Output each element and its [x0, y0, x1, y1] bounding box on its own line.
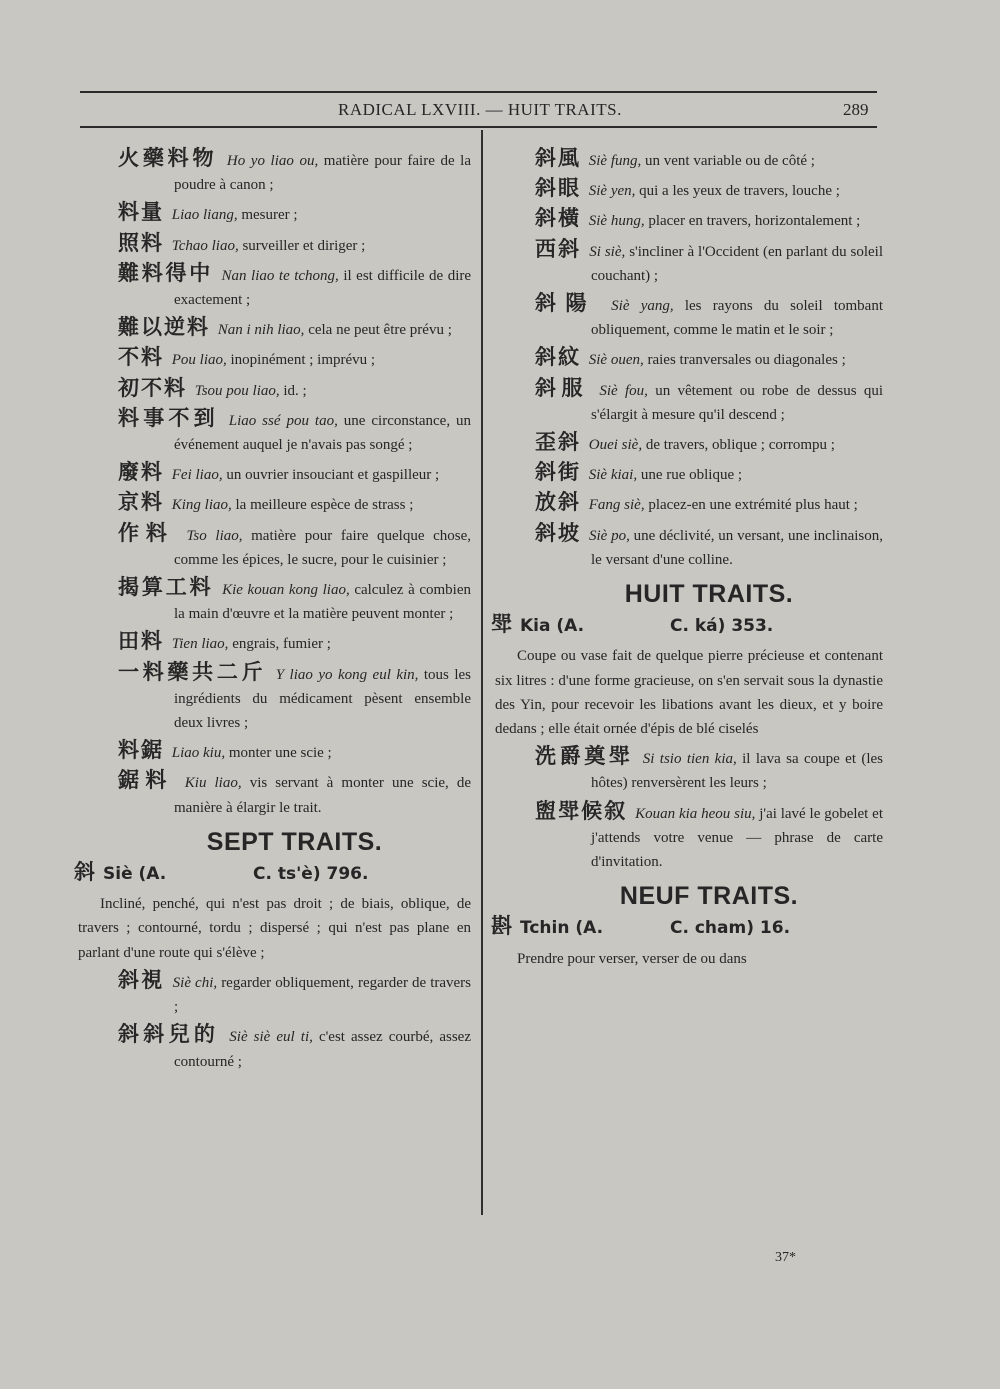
chinese-term: 作料: [118, 520, 174, 545]
headword-a: Tchin (A.: [520, 918, 604, 939]
romanization: Liao ssé pou tao,: [228, 412, 338, 429]
dictionary-entry: [535, 176, 883, 203]
chinese-term: 斜陽: [535, 291, 596, 316]
definition-text: id. ;: [283, 382, 307, 399]
chinese-term: 料鋸: [118, 738, 164, 763]
definition-text: un vêtement ou robe de dessus qui s'élargit à mesure qu'il descend ;: [591, 382, 884, 423]
character-heading-sie: [74, 860, 471, 886]
romanization: Tso liao,: [186, 527, 243, 544]
left-entries-b: [118, 968, 471, 1074]
romanization: Kouan kia heou siu,: [635, 805, 756, 822]
dictionary-entry: [118, 575, 471, 626]
dictionary-entry: [118, 1022, 471, 1073]
chinese-term: 照料: [118, 230, 164, 255]
definition-text: s'incliner à l'Occident (en parlant du soleil couchant) ;: [591, 243, 884, 284]
dictionary-entry: [535, 291, 883, 342]
romanization: Fang siè,: [588, 497, 645, 514]
dictionary-entry: [535, 430, 883, 457]
romanization: Liao liang,: [171, 207, 238, 224]
dictionary-entry: [535, 146, 883, 173]
definition-text: qui a les yeux de travers, louche ;: [639, 183, 840, 200]
character-heading-tchin: [491, 914, 883, 940]
left-column: [74, 146, 472, 1077]
chinese-term: 料量: [118, 200, 164, 225]
definition-tchin: Prendre pour verser, verser de ou dans: [517, 950, 747, 967]
signature-mark: 37*: [775, 1250, 796, 1265]
definition-text: un ouvrier insouciant et gaspilleur ;: [226, 467, 440, 484]
dictionary-entry: [118, 768, 471, 819]
romanization: Siè kiai,: [588, 467, 638, 484]
definition-text: monter une scie ;: [228, 745, 332, 762]
romanization: Siè hung,: [588, 213, 645, 230]
definition-text: un vent variable ou de côté ;: [645, 153, 815, 169]
chinese-term: 難料得中: [118, 260, 214, 285]
dictionary-entry: [118, 146, 471, 197]
chinese-term: 斜眼: [535, 176, 581, 201]
chinese-term: 斜坡: [535, 520, 582, 545]
dictionary-entry: [118, 738, 471, 765]
right-entries-a: [535, 146, 883, 572]
chinese-term: 盥斝候叙: [535, 798, 628, 823]
headword-character: 斜: [74, 860, 95, 885]
chinese-term: 田料: [118, 629, 164, 654]
definition-text: placer en travers, horizontalement ;: [648, 213, 861, 230]
definition-text: une circonstance, un événement auquel je n'avais pas songé ;: [174, 412, 472, 454]
chinese-term: 難以逆料: [118, 315, 210, 340]
column-divider: [481, 130, 483, 1215]
romanization: Siè po,: [588, 527, 630, 544]
chinese-term: 初不料: [118, 375, 187, 400]
headword-c: C. ts'è) 796.: [253, 864, 369, 885]
headword-character: 斝: [491, 612, 512, 637]
definition-text: il est difficile de dire exactement ;: [174, 267, 472, 309]
section-title-neuf: NEUF TRAITS.: [619, 882, 799, 911]
dictionary-entry: [118, 406, 471, 457]
romanization: Liao kiu,: [171, 745, 226, 762]
chinese-term: 斜視: [118, 967, 165, 992]
definition-text: de travers, oblique ; corrompu ;: [645, 437, 835, 454]
definition-sie: Incliné, penché, qui n'est pas droit ; de biais, oblique, de travers ; contourné, tordu ; dispersé ; qui n'est pas plane en parlant d'une route qui s'élève ;: [78, 896, 471, 961]
chinese-term: 斜街: [535, 460, 581, 485]
romanization: Kiu liao,: [184, 775, 242, 792]
dictionary-entry: [118, 629, 471, 656]
romanization: Si tsio tien kia,: [642, 751, 737, 768]
definition-text: tous les ingrédients du médicament pèsent ensemble deux livres ;: [174, 666, 472, 732]
definition-text: matière pour faire de la poudre à canon ;: [174, 153, 472, 194]
chinese-term: 斜服: [535, 375, 589, 400]
romanization: Ho yo liao ou,: [226, 153, 319, 169]
dictionary-entry: [535, 799, 883, 875]
dictionary-entry: [535, 237, 883, 288]
romanization: Tien liao,: [171, 636, 229, 653]
dictionary-entry: [535, 460, 883, 487]
dictionary-entry: [118, 660, 471, 736]
top-rule: [80, 91, 877, 93]
section-title-huit: HUIT TRAITS.: [624, 580, 794, 609]
romanization: Siè yen,: [588, 183, 636, 200]
definition-text: mesurer ;: [241, 207, 298, 224]
romanization: Si siè,: [589, 243, 626, 260]
chinese-term: 斜橫: [535, 206, 581, 231]
dictionary-entry: [535, 521, 883, 572]
definition-text: engrais, fumier ;: [232, 636, 331, 653]
definition-text: inopinément ; imprévu ;: [230, 352, 376, 369]
chinese-term: 鋸料: [118, 768, 173, 793]
definition-text: calculez à combien la main d'œuvre et la matière peuvent monter ;: [174, 582, 472, 623]
romanization: Fei liao,: [171, 467, 223, 484]
romanization: Pou liao,: [171, 352, 227, 369]
definition-text: cela ne peut être prévu ;: [308, 322, 452, 339]
running-head: RADICAL LXVIII. — HUIT TRAITS.: [338, 100, 622, 119]
dictionary-entry: [535, 744, 883, 795]
chinese-term: 廢料: [118, 460, 164, 485]
dictionary-entry: [118, 460, 471, 487]
dictionary-entry: [118, 231, 471, 258]
dictionary-entry: [118, 200, 471, 227]
dictionary-entry: [118, 345, 471, 372]
definition-kia: Coupe ou vase fait de quelque pierre précieuse et contenant six litres : d'une forme gracieuse, on s'en servait sous la dynastie des Yin, pour recevoir les libations avant les dieux, et y boire dedans ; elle était ornée d'épis de blé ciselés: [495, 648, 883, 738]
dictionary-entry: [118, 968, 471, 1019]
headword-character: 斟: [491, 914, 512, 939]
left-entries-a: [118, 146, 471, 820]
definition-text: placez-en une extrémité plus haut ;: [648, 497, 858, 514]
chinese-term: 西斜: [535, 236, 582, 261]
dictionary-entry: [535, 376, 883, 427]
chinese-term: 斜紋: [535, 345, 581, 370]
chinese-term: 放斜: [535, 490, 581, 515]
romanization: Siè fou,: [599, 382, 648, 399]
romanization: Tsou pou liao,: [194, 382, 280, 399]
definition-text: matière pour faire quelque chose, comme les épices, le sucre, pour le cuisinier ;: [174, 527, 472, 568]
chinese-term: 洗爵奠斝: [535, 744, 634, 769]
romanization: Siè ouen,: [588, 352, 644, 369]
dictionary-entry: [118, 376, 471, 403]
definition-text: les rayons du soleil tombant obliquement, comme le matin et le soir ;: [591, 298, 884, 339]
chinese-term: 斜風: [535, 146, 581, 170]
chinese-term: 揭算工料: [118, 575, 214, 600]
definition-text: j'ai lavé le gobelet et j'attends votre venue — phrase de carte d'invitation.: [591, 805, 883, 871]
headword-c: C. ká) 353.: [670, 616, 774, 637]
dictionary-entry: [535, 490, 883, 517]
definition-text: la meilleure espèce de strass ;: [235, 497, 414, 514]
dictionary-entry: [118, 490, 471, 517]
definition-text: une déclivité, un versant, une inclinaison, le versant d'une colline.: [591, 527, 884, 568]
definition-text: il lava sa coupe et (les hôtes) renversèrent les leurs ;: [591, 751, 884, 792]
definition-text: c'est assez courbé, assez contourné ;: [174, 1029, 471, 1070]
page-number: 289: [843, 100, 869, 119]
chinese-term: 火藥料物: [118, 146, 218, 170]
romanization: Ouei siè,: [588, 437, 643, 454]
romanization: Siè chi,: [172, 974, 218, 991]
romanization: Tchao liao,: [171, 237, 239, 254]
headword-c: C. cham) 16.: [670, 918, 791, 939]
chinese-term: 一料藥共二斤: [118, 659, 267, 684]
header-rule: [80, 126, 877, 128]
romanization: Y liao yo kong eul kin,: [275, 666, 419, 683]
section-title-sept: SEPT TRAITS.: [206, 827, 383, 856]
chinese-term: 京料: [118, 490, 164, 515]
chinese-term: 歪斜: [535, 430, 581, 455]
dictionary-entry: [118, 315, 471, 342]
dictionary-entry: [118, 261, 471, 312]
definition-text: regarder obliquement, regarder de travers ;: [174, 974, 472, 1016]
chinese-term: 不料: [118, 345, 164, 370]
romanization: Kie kouan kong liao,: [222, 582, 350, 599]
romanization: King liao,: [171, 497, 232, 514]
right-entries-b: [535, 744, 883, 874]
dictionary-entry: [535, 206, 883, 233]
headword-a: Siè (A.: [103, 864, 167, 885]
romanization: Siè siè eul ti,: [229, 1029, 313, 1046]
dictionary-entry: [118, 521, 471, 572]
dictionary-entry: [535, 345, 883, 372]
definition-text: vis servant à monter une scie, de manière à élargir le trait.: [174, 775, 472, 816]
chinese-term: 料事不到: [118, 405, 219, 430]
romanization: Nan liao te tchong,: [221, 267, 339, 284]
chinese-term: 斜斜兒的: [118, 1022, 220, 1047]
definition-text: une rue oblique ;: [640, 467, 743, 484]
definition-text: surveiller et diriger ;: [242, 237, 366, 254]
romanization: Siè fung,: [588, 153, 642, 169]
definition-text: raies tranversales ou diagonales ;: [647, 352, 846, 369]
romanization: Nan i nih liao,: [217, 322, 305, 339]
romanization: Siè yang,: [611, 298, 674, 315]
headword-a: Kia (A.: [520, 616, 585, 637]
character-heading-kia: [491, 612, 883, 638]
right-column: [491, 146, 884, 974]
